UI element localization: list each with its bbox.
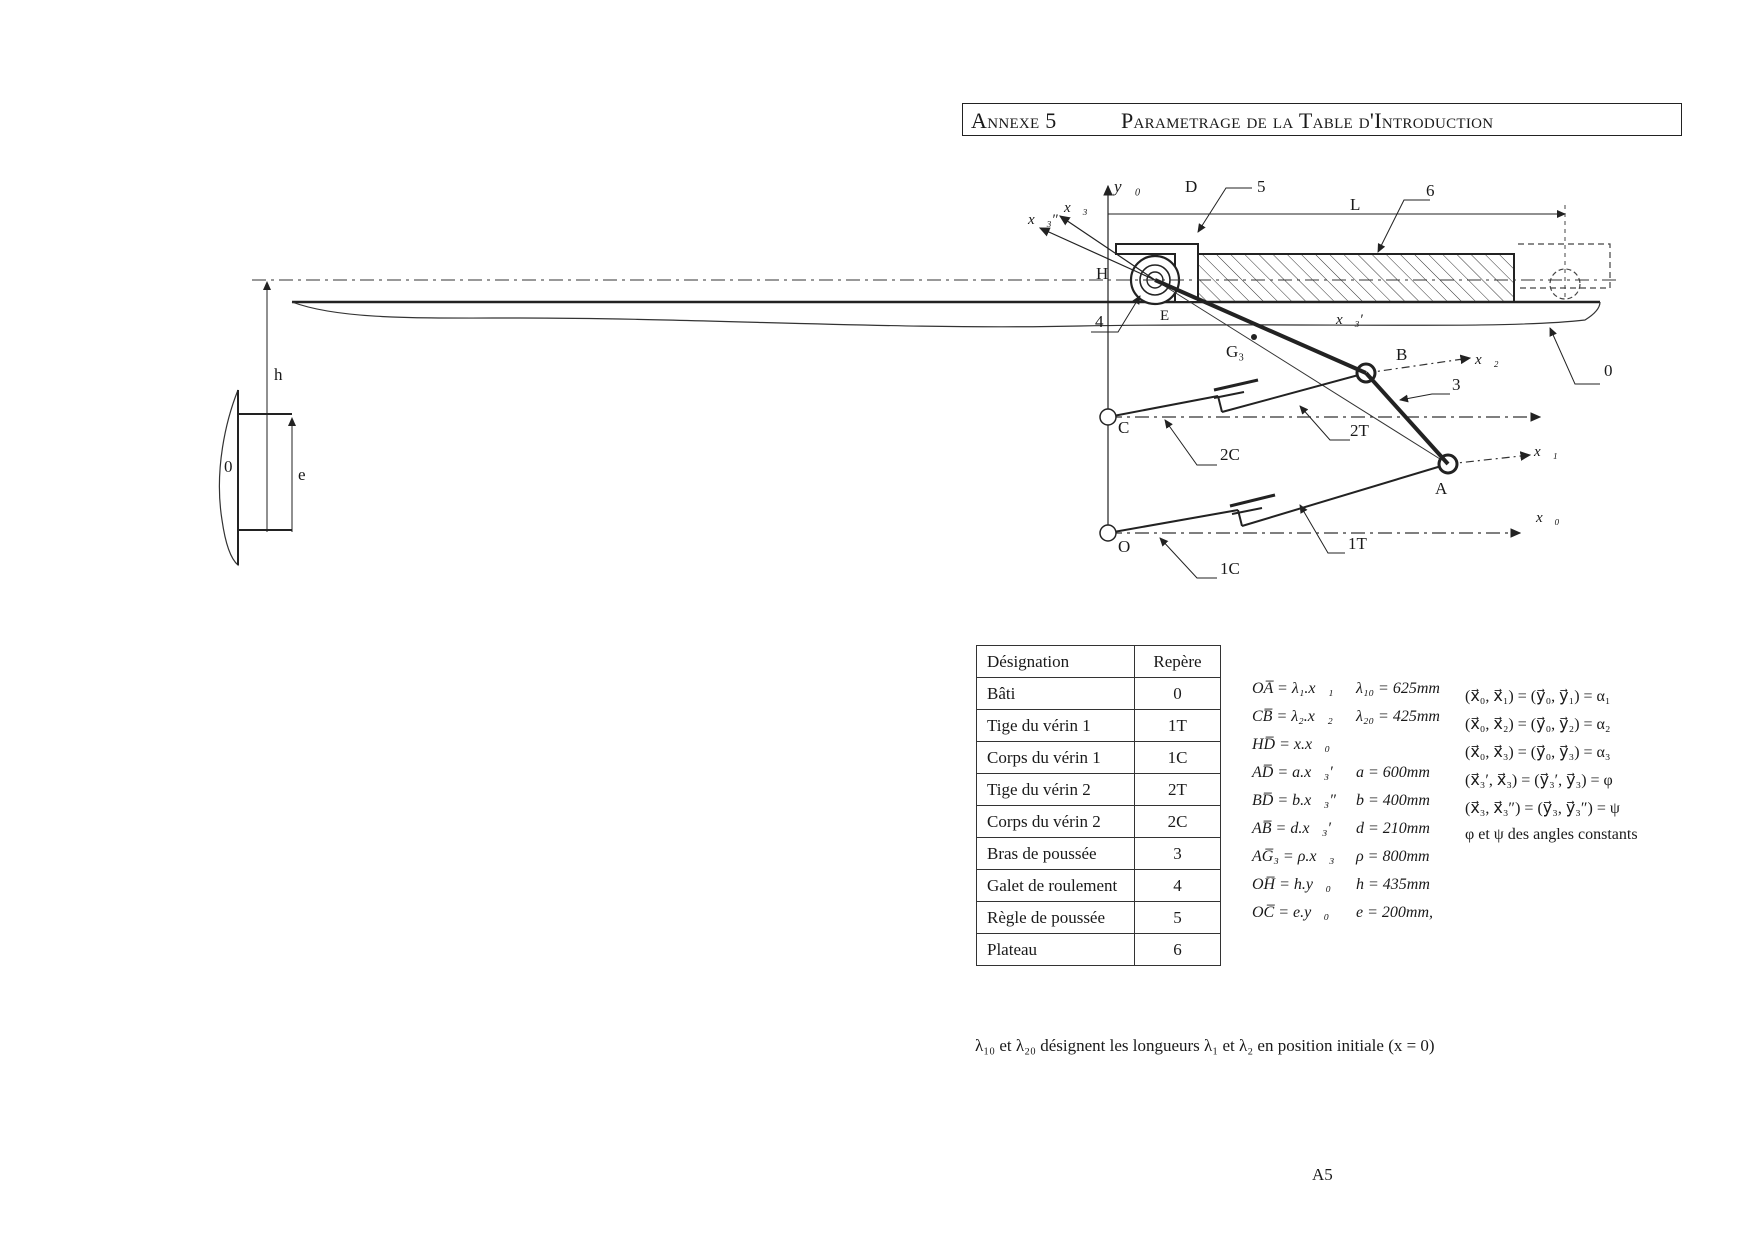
parameter-value: d = 210mm bbox=[1356, 820, 1430, 837]
label-h: h bbox=[274, 365, 283, 384]
table-cell-designation: Bâti bbox=[977, 678, 1135, 710]
parameter-value: a = 600mm bbox=[1356, 764, 1430, 781]
angle-row: (x⃗₃, x⃗₃″) = (y⃗₃, y⃗₃″) = ψ bbox=[1465, 800, 1620, 817]
label-point-D: D bbox=[1185, 177, 1198, 196]
table-cell-repere: 2C bbox=[1135, 806, 1221, 838]
label-x3: x⃗₃ bbox=[1064, 200, 1088, 216]
annex-header bbox=[962, 103, 1682, 136]
table-cell-designation: Tige du vérin 2 bbox=[977, 774, 1135, 806]
table-cell-repere: 4 bbox=[1135, 870, 1221, 902]
table-header-designation: Désignation bbox=[977, 646, 1135, 678]
label-point-H: H bbox=[1096, 264, 1109, 283]
parameter-vector: OH̅ = h.y⃗₀ bbox=[1252, 876, 1332, 893]
parameter-vector: BD̅ = b.x⃗₃″ bbox=[1252, 792, 1336, 809]
table-row bbox=[977, 934, 1221, 966]
parts-table bbox=[976, 645, 1221, 966]
table-cell-designation: Corps du vérin 1 bbox=[977, 742, 1135, 774]
mechanism-diagram bbox=[200, 160, 1754, 590]
parameter-vector: HD̅ = x.x⃗₀ bbox=[1252, 736, 1331, 753]
table-cell-designation: Galet de roulement bbox=[977, 870, 1135, 902]
table-cell-designation: Corps du vérin 2 bbox=[977, 806, 1135, 838]
table-cell-repere: 5 bbox=[1135, 902, 1221, 934]
parameter-vector: OC̅ = e.y⃗₀ bbox=[1252, 904, 1330, 921]
angle-row: (x⃗₃′, x⃗₃) = (y⃗₃′, y⃗₃) = φ bbox=[1465, 772, 1613, 789]
footnote: λ₁₀ et λ₂₀ désignent les longueurs λ₁ et λ₂ en position initiale (x = 0) bbox=[975, 1036, 1435, 1055]
actuator-1 bbox=[1100, 455, 1457, 541]
table-row bbox=[977, 678, 1221, 710]
table-cell-repere: 1C bbox=[1135, 742, 1221, 774]
table-row bbox=[977, 742, 1221, 774]
parameter-value: b = 400mm bbox=[1356, 792, 1430, 809]
label-part-6: 6 bbox=[1426, 181, 1435, 200]
angle-note: φ et ψ des angles constants bbox=[1465, 826, 1638, 843]
table-cell-designation: Règle de poussée bbox=[977, 902, 1135, 934]
parameter-vector: OA̅ = λ₁.x⃗₁ bbox=[1252, 680, 1334, 697]
frame-ground bbox=[219, 302, 1600, 565]
table-cell-repere: 1T bbox=[1135, 710, 1221, 742]
parameter-vector: AB̅ = d.x⃗₃′ bbox=[1252, 820, 1331, 837]
table-header-repere: Repère bbox=[1135, 646, 1221, 678]
label-part-0-right: 0 bbox=[1604, 361, 1613, 380]
table-row bbox=[977, 902, 1221, 934]
table-cell-designation: Tige du vérin 1 bbox=[977, 710, 1135, 742]
table-header-row bbox=[977, 646, 1221, 678]
label-point-C: C bbox=[1118, 418, 1130, 437]
annex-label: Annexe 5 bbox=[971, 108, 1057, 133]
label-x0: x⃗₀ bbox=[1536, 510, 1560, 526]
table-row bbox=[977, 870, 1221, 902]
table-cell-designation: Bras de poussée bbox=[977, 838, 1135, 870]
parameter-vector: CB̅ = λ₂.x⃗₂ bbox=[1252, 708, 1333, 725]
label-e: e bbox=[298, 465, 306, 484]
label-part-4: 4 bbox=[1095, 312, 1104, 331]
angle-row: (x⃗₀, x⃗₃) = (y⃗₀, y⃗₃) = α₃ bbox=[1465, 744, 1611, 761]
parameter-value: λ₁₀ = 625mm bbox=[1356, 680, 1440, 697]
table-cell-repere: 3 bbox=[1135, 838, 1221, 870]
plateau-body bbox=[1198, 254, 1514, 302]
table-row bbox=[977, 838, 1221, 870]
axes bbox=[252, 186, 1620, 540]
label-L: L bbox=[1350, 195, 1361, 214]
angle-row: (x⃗₀, x⃗₁) = (y⃗₀, y⃗₁) = α₁ bbox=[1465, 688, 1611, 705]
label-point-A: A bbox=[1435, 479, 1448, 498]
label-part-2C: 2C bbox=[1220, 445, 1240, 464]
dimension-lines bbox=[267, 282, 292, 532]
label-part-2T: 2T bbox=[1350, 421, 1369, 440]
parameter-value: h = 435mm bbox=[1356, 876, 1430, 893]
label-point-O: O bbox=[1118, 537, 1131, 556]
parameter-vector: AG̅₃ = ρ.x⃗₃ bbox=[1252, 848, 1335, 865]
label-x3pp: x⃗₃″ bbox=[1028, 212, 1058, 228]
table-row bbox=[977, 774, 1221, 806]
label-part-0-left: 0 bbox=[224, 457, 233, 476]
label-part-3: 3 bbox=[1452, 375, 1461, 394]
table-row bbox=[977, 806, 1221, 838]
table-cell-designation: Plateau bbox=[977, 934, 1135, 966]
label-part-5: 5 bbox=[1257, 177, 1266, 196]
plateau-end-position bbox=[1518, 244, 1610, 299]
label-point-B: B bbox=[1396, 345, 1408, 364]
label-x1: x⃗₁ bbox=[1534, 444, 1558, 460]
table-row bbox=[977, 710, 1221, 742]
label-y0: y⃗₀ bbox=[1114, 177, 1141, 196]
table-cell-repere: 6 bbox=[1135, 934, 1221, 966]
label-x2: x⃗₂ bbox=[1475, 352, 1499, 368]
parameter-value: e = 200mm, bbox=[1356, 904, 1434, 921]
angle-row: (x⃗₀, x⃗₂) = (y⃗₀, y⃗₂) = α₂ bbox=[1465, 716, 1611, 733]
label-point-G3: G₃ bbox=[1226, 342, 1245, 361]
actuator-2 bbox=[1100, 364, 1375, 425]
annex-title: Parametrage de la Table d'Introduction bbox=[1121, 108, 1494, 133]
angle-definitions bbox=[1465, 686, 1638, 844]
label-part-1C: 1C bbox=[1220, 559, 1240, 578]
label-point-E: E bbox=[1160, 308, 1170, 324]
label-part-1T: 1T bbox=[1348, 534, 1367, 553]
page-number: A5 bbox=[1312, 1165, 1333, 1184]
parameter-value: λ₂₀ = 425mm bbox=[1356, 708, 1440, 725]
table-cell-repere: 0 bbox=[1135, 678, 1221, 710]
label-x3p: x⃗₃′ bbox=[1336, 312, 1363, 328]
parameter-vector: AD̅ = a.x⃗₃′ bbox=[1252, 764, 1333, 781]
parameter-value: ρ = 800mm bbox=[1356, 848, 1430, 865]
table-cell-repere: 2T bbox=[1135, 774, 1221, 806]
